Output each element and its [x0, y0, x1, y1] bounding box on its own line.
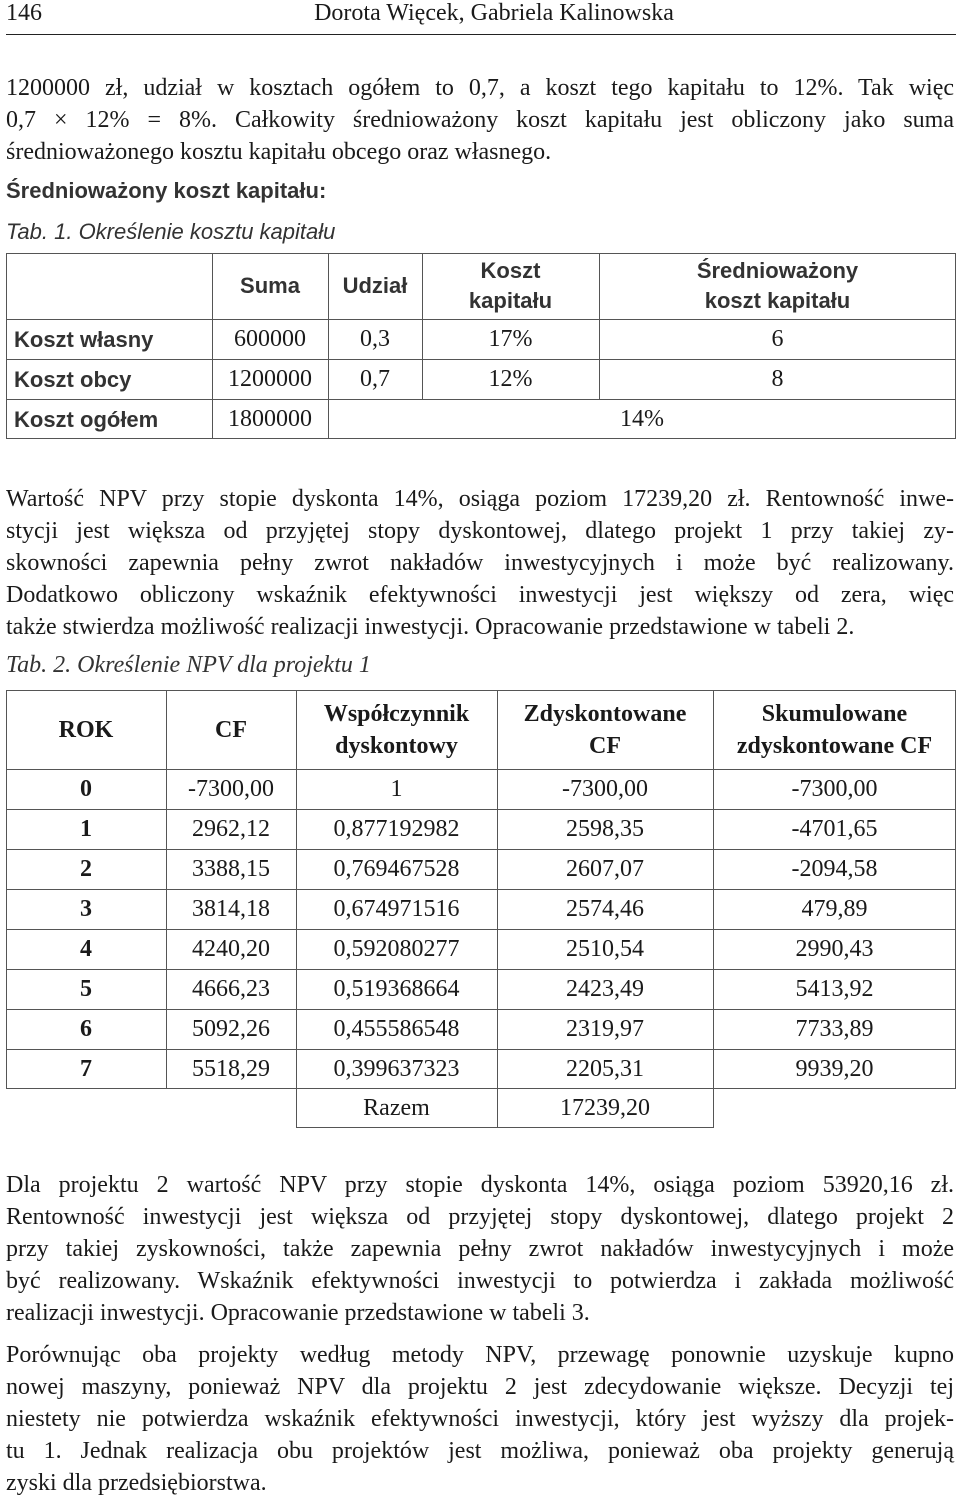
text-line: średnioważonego kosztu kapitału obcego oraz własnego.	[6, 139, 552, 165]
cell-cf: 5092,26	[192, 1016, 270, 1042]
cell-wacc: 8	[771, 366, 784, 392]
cell-year: 7	[80, 1056, 92, 1082]
header-discounted	[497, 698, 713, 762]
header-cumulative	[713, 698, 956, 762]
cell-factor: 0,519368664	[333, 976, 460, 1002]
cell-sum: 1200000	[228, 366, 312, 392]
cell-factor: 0,592080277	[333, 936, 460, 962]
cell-cost: 17%	[488, 326, 533, 352]
table2-caption: Tab. 2. Określenie NPV dla projektu 1	[6, 652, 371, 678]
row-label-total: Koszt ogółem	[14, 407, 159, 432]
wacc-heading: Średnioważony koszt kapitału:	[6, 178, 327, 203]
running-header	[6, 0, 956, 35]
cell-discounted: 2423,49	[566, 976, 644, 1002]
header-cost-line2: kapitału	[468, 288, 553, 313]
cell-sum: 600000	[234, 326, 306, 352]
cell-factor: 1	[390, 776, 403, 802]
intro-paragraph	[6, 72, 954, 168]
header-cost	[422, 256, 599, 316]
text-line: przy takiej zyskowności, także zapewnia pełny zwrot nakładów inwestycyjnych i może	[6, 1236, 954, 1262]
header-cumulative-line1: Skumulowane	[761, 701, 908, 727]
cell-year: 2	[80, 856, 92, 882]
cell-cumulative: -2094,58	[791, 856, 878, 882]
header-cf: CF	[215, 717, 247, 743]
header-wacc-line1: Średnioważony	[696, 258, 859, 283]
cell-discounted: -7300,00	[562, 776, 648, 802]
text-line: zyski dla przedsiębiorstwa.	[6, 1470, 267, 1496]
text-line: Rentowność inwestycji jest większa od przyjętej stopy dyskontowej, dlatego projekt 2	[6, 1204, 954, 1230]
header-share: Udział	[342, 273, 408, 298]
text-line: Wartość NPV przy stopie dyskonta 14%, osiąga poziom 17239,20 zł. Rentowność inwe-	[6, 486, 954, 512]
cell-cf: 2962,12	[192, 816, 270, 842]
cell-cf: 4666,23	[192, 976, 270, 1002]
cell-wacc: 6	[771, 326, 784, 352]
cell-share: 0,3	[360, 326, 390, 352]
table1-caption: Tab. 1. Określenie kosztu kapitału	[6, 219, 336, 244]
cell-sum: 1800000	[228, 406, 312, 432]
cell-discounted: 2598,35	[566, 816, 644, 842]
cell-cf: 5518,29	[192, 1056, 270, 1082]
cell-cf: 4240,20	[192, 936, 270, 962]
cell-cumulative: 7733,89	[795, 1016, 874, 1042]
text-line: stycji jest większa od przyjętej stopy dyskontowej, dlatego projekt 1 przy takiej zy-	[6, 518, 954, 544]
header-factor-line1: Współczynnik	[323, 701, 470, 727]
cell-discounted: 2574,46	[566, 896, 644, 922]
header-cost-line1: Koszt	[480, 258, 541, 283]
cell-discounted: 2510,54	[566, 936, 644, 962]
header-discounted-line1: Zdyskontowane	[523, 701, 687, 727]
cell-factor: 0,399637323	[333, 1056, 460, 1082]
cell-cumulative: 5413,92	[795, 976, 874, 1002]
text-line: realizacji inwestycji. Opracowanie przedstawione w tabeli 3.	[6, 1300, 590, 1326]
cell-cf: -7300,00	[188, 776, 274, 802]
header-wacc	[599, 256, 956, 316]
cell-cumulative: -4701,65	[791, 816, 878, 842]
npv-paragraph	[6, 483, 954, 643]
total-label: Razem	[363, 1095, 430, 1121]
cell-wacc-total: 14%	[620, 406, 664, 432]
total-value: 17239,20	[560, 1095, 650, 1121]
cell-cumulative: 2990,43	[795, 936, 874, 962]
header-sum: Suma	[240, 273, 300, 298]
cell-cumulative: 479,89	[801, 896, 868, 922]
cell-discounted: 2607,07	[566, 856, 644, 882]
text-line: tu 1. Jednak realizacja obu projektów jest możliwa, ponieważ oba projekty generują	[6, 1438, 954, 1464]
cell-cf: 3388,15	[192, 856, 270, 882]
cost-of-capital-table	[6, 253, 956, 439]
cell-year: 0	[80, 776, 92, 802]
cell-year: 1	[80, 816, 92, 842]
cell-factor: 0,674971516	[333, 896, 460, 922]
cell-discounted: 2319,97	[566, 1016, 644, 1042]
cell-factor: 0,769467528	[333, 856, 460, 882]
cell-year: 6	[80, 1016, 92, 1042]
cell-discounted: 2205,31	[566, 1056, 644, 1082]
text-line: Dla projektu 2 wartość NPV przy stopie dyskonta 14%, osiąga poziom 53920,16 zł.	[6, 1172, 954, 1198]
cell-year: 5	[80, 976, 92, 1002]
project2-paragraph	[6, 1169, 954, 1329]
text-line: Dodatkowo obliczony wskaźnik efektywności inwestycji jest większy od zera, więc	[6, 582, 954, 608]
text-line: nowej maszyny, ponieważ NPV dla projektu 2 jest zdecydowanie większe. Decyzji tej	[6, 1374, 954, 1400]
header-discounted-line2: CF	[589, 733, 621, 759]
authors: Dorota Więcek, Gabriela Kalinowska	[314, 0, 674, 26]
cell-year: 3	[80, 896, 92, 922]
row-label-equity: Koszt własny	[14, 327, 154, 352]
text-line: być realizowany. Wskaźnik efektywności inwestycji to potwierdza i zakłada możliwość	[6, 1268, 954, 1294]
page-number: 146	[6, 0, 42, 26]
npv-project1-table	[6, 690, 956, 1130]
cell-factor: 0,877192982	[333, 816, 460, 842]
header-wacc-line2: koszt kapitału	[704, 288, 851, 313]
cell-share: 0,7	[360, 366, 390, 392]
comparison-paragraph	[6, 1339, 954, 1499]
text-line: skowności zapewnia pełny zwrot nakładów inwestycyjnych i może być realizowany.	[6, 550, 954, 576]
header-cumulative-line2: zdyskontowane CF	[736, 733, 933, 759]
text-line: także stwierdza możliwość realizacji inwestycji. Opracowanie przedstawione w tabeli 2.	[6, 614, 855, 640]
text-line: 0,7 × 12% = 8%. Całkowity średnioważony koszt kapitału jest obliczony jako suma	[6, 107, 954, 133]
cell-year: 4	[80, 936, 92, 962]
cell-cost: 12%	[488, 366, 533, 392]
header-year: ROK	[58, 717, 114, 743]
header-factor	[296, 698, 497, 762]
cell-cumulative: 9939,20	[795, 1056, 874, 1082]
cell-cf: 3814,18	[192, 896, 270, 922]
text-line: niestety nie potwierdza wskaźnik efektywności inwestycji, który jest wyższy dla projek-	[6, 1406, 954, 1432]
header-factor-line2: dyskontowy	[335, 733, 458, 759]
cell-factor: 0,455586548	[333, 1016, 460, 1042]
text-line: 1200000 zł, udział w kosztach ogółem to 0,7, a koszt tego kapitału to 12%. Tak więc	[6, 75, 954, 101]
row-label-debt: Koszt obcy	[14, 367, 132, 392]
text-line: Porównując oba projekty według metody NPV, przewagę ponownie uzyskuje kupno	[6, 1342, 954, 1368]
cell-cumulative: -7300,00	[791, 776, 878, 802]
